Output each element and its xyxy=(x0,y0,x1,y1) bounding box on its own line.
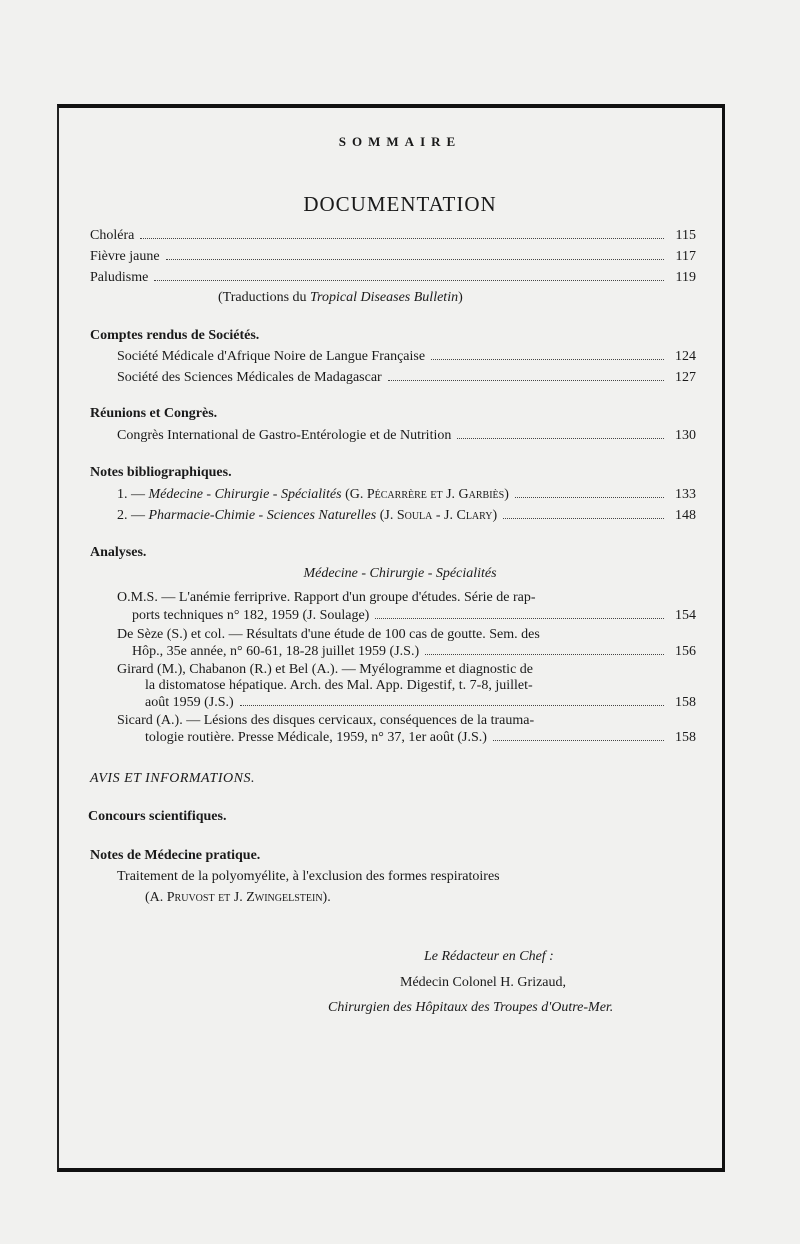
leader-dots xyxy=(240,704,664,706)
toc-page: 158 xyxy=(675,730,696,745)
toc-entry[interactable] xyxy=(117,369,696,387)
toc-entry[interactable] xyxy=(117,486,696,504)
toc-label: 2. — Pharmacie-Chimie - Sciences Naturelles (J. Soula - J. Clary) xyxy=(117,508,498,523)
notes-med-authors: (A. Pruvost et J. Zwingelstein). xyxy=(145,890,331,905)
toc-entry[interactable] xyxy=(132,643,696,661)
toc-entry[interactable] xyxy=(145,729,696,747)
toc-label: Société Médicale d'Afrique Noire de Langue Française xyxy=(117,349,426,364)
leader-dots xyxy=(503,517,664,519)
leader-dots xyxy=(515,496,664,498)
signature-role: Le Rédacteur en Chef : xyxy=(424,949,554,964)
section-heading-comptes: Comptes rendus de Sociétés. xyxy=(90,328,260,343)
toc-label: tologie routière. Presse Médicale, 1959, n° 37, 1er août (J.S.) xyxy=(145,730,487,745)
toc-page: 133 xyxy=(675,487,696,502)
toc-label: Choléra xyxy=(90,228,135,243)
analysis-line: O.M.S. — L'anémie ferriprive. Rapport d'un groupe d'études. Série de rap- xyxy=(117,590,536,605)
toc-page: 158 xyxy=(675,695,696,710)
toc-page: 127 xyxy=(675,370,696,385)
leader-dots xyxy=(140,237,664,239)
toc-page: 148 xyxy=(675,508,696,523)
toc-label: Société des Sciences Médicales de Madagascar xyxy=(117,370,382,385)
leader-dots xyxy=(457,437,664,439)
avis-heading: AVIS ET INFORMATIONS. xyxy=(90,771,255,786)
toc-page: 115 xyxy=(675,228,696,243)
leader-dots xyxy=(166,258,664,260)
toc-page: 156 xyxy=(675,644,696,659)
signature-name: Médecin Colonel H. Grizaud, xyxy=(400,975,567,990)
toc-entry[interactable] xyxy=(90,248,696,266)
toc-label: Congrès International de Gastro-Entérologie et de Nutrition xyxy=(117,428,452,443)
analysis-line: la distomatose hépatique. Arch. des Mal. App. Digestif, t. 7-8, juillet- xyxy=(145,678,533,693)
toc-entry[interactable] xyxy=(90,227,696,245)
notes-med-line: Traitement de la polyomyélite, à l'exclusion des formes respiratoires xyxy=(117,869,500,884)
toc-label: ports techniques n° 182, 1959 (J. Soulage) xyxy=(132,608,370,623)
toc-entry[interactable] xyxy=(117,348,696,366)
section-heading-reunions: Réunions et Congrès. xyxy=(90,406,218,421)
toc-label: août 1959 (J.S.) xyxy=(145,695,234,710)
analysis-line: De Sèze (S.) et col. — Résultats d'une étude de 100 cas de goutte. Sem. des xyxy=(117,627,540,642)
toc-page: 130 xyxy=(675,428,696,443)
leader-dots xyxy=(388,379,664,381)
signature-title: Chirurgien des Hôpitaux des Troupes d'Outre-Mer. xyxy=(328,1000,614,1015)
toc-label: Hôp., 35e année, n° 60-61, 18-28 juillet 1959 (J.S.) xyxy=(132,644,420,659)
section-heading-notes-med: Notes de Médecine pratique. xyxy=(90,848,261,863)
toc-page: 124 xyxy=(675,349,696,364)
traductions-note: (Traductions du Tropical Diseases Bulletin) xyxy=(218,290,463,305)
leader-dots xyxy=(425,653,664,655)
leader-dots xyxy=(493,739,664,741)
leader-dots xyxy=(375,617,664,619)
toc-entry[interactable] xyxy=(145,694,696,712)
leader-dots xyxy=(154,279,664,281)
analyses-subheading: Médecine - Chirurgie - Spécialités xyxy=(303,566,497,581)
leader-dots xyxy=(431,358,664,360)
toc-page: 154 xyxy=(675,608,696,623)
toc-page: 117 xyxy=(675,249,696,264)
sommaire-title: SOMMAIRE xyxy=(338,134,462,149)
toc-entry[interactable] xyxy=(90,269,696,287)
toc-entry[interactable] xyxy=(132,607,696,625)
toc-label: Paludisme xyxy=(90,270,149,285)
section-heading-concours: Concours scientifiques. xyxy=(88,809,227,824)
toc-entry[interactable] xyxy=(117,507,696,525)
toc-page: 119 xyxy=(675,270,696,285)
documentation-heading: DOCUMENTATION xyxy=(303,192,497,216)
toc-label: Fièvre jaune xyxy=(90,249,160,264)
section-heading-analyses: Analyses. xyxy=(90,545,147,560)
toc-entry[interactable] xyxy=(117,427,696,445)
analysis-line: Girard (M.), Chabanon (R.) et Bel (A.). — Myélogramme et diagnostic de xyxy=(117,662,534,677)
section-heading-notes-biblio: Notes bibliographiques. xyxy=(90,465,232,480)
toc-label: 1. — Médecine - Chirurgie - Spécialités (G. Pécarrère et J. Garbiès) xyxy=(117,487,509,502)
analysis-line: Sicard (A.). — Lésions des disques cervicaux, conséquences de la trauma- xyxy=(117,713,535,728)
